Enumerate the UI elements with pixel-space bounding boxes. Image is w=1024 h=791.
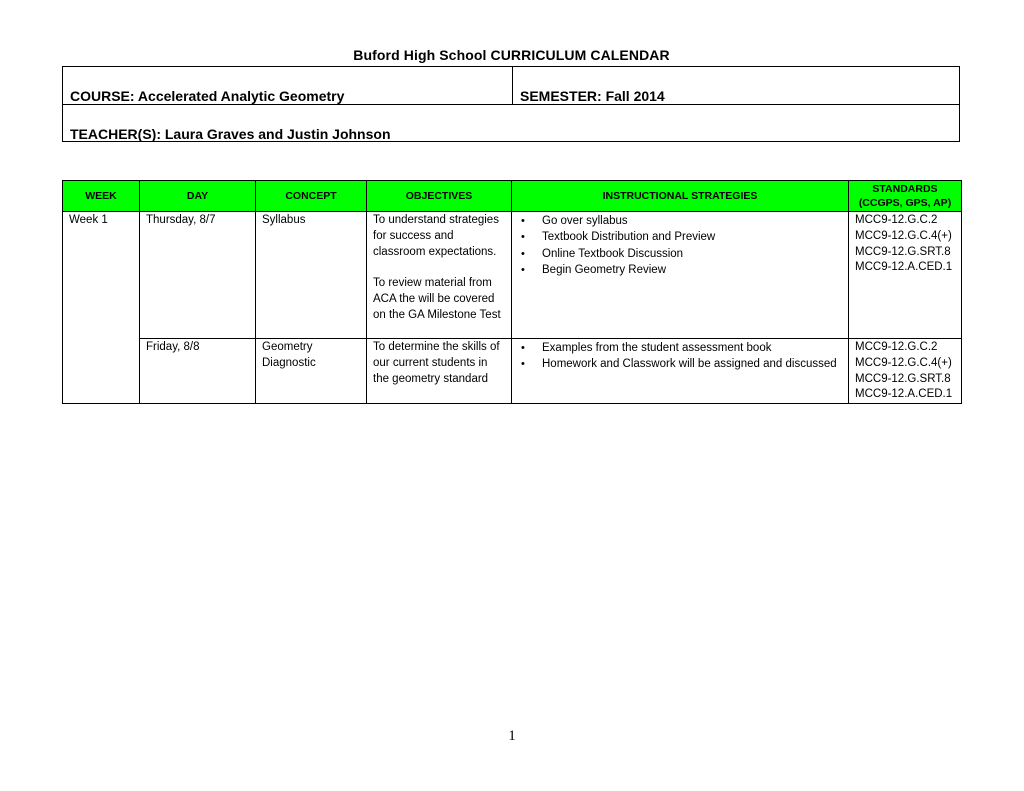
strategies-list [518,340,842,373]
standard-code: MCC9-12.A.CED.1 [855,388,953,401]
header-standards-line1: STANDARDS [872,183,938,195]
standard-code: MCC9-12.A.CED.1 [855,261,953,274]
document-title: Buford High School CURRICULUM CALENDAR [353,47,670,63]
table-row [63,339,962,404]
list-item: • Homework and Classwork will be assigned and discussed [518,356,842,372]
curriculum-table [62,180,962,404]
table-row [63,212,962,339]
standard-code: MCC9-12.G.SRT.8 [855,372,951,385]
header-day: DAY [140,181,256,212]
strategies-list [518,213,842,279]
list-item: • Examples from the student assessment book [518,340,842,356]
page-number: 1 [508,728,516,744]
list-item: • Online Textbook Discussion [518,246,842,262]
standards-cell [849,339,962,404]
list-item: • Go over syllabus [518,213,842,229]
header-concept: CONCEPT [256,181,367,212]
standard-code: MCC9-12.G.C.2 [855,341,938,353]
table-header-row [63,181,962,212]
header-standards-line2: (CCGPS, GPS, AP) [858,197,952,209]
list-item: • Textbook Distribution and Preview [518,229,842,245]
course-info-box [62,66,960,142]
standard-code: MCC9-12.G.C.2 [855,214,938,226]
standards-cell [849,212,962,339]
standard-code: MCC9-12.G.SRT.8 [855,245,951,258]
header-strategies: INSTRUCTIONAL STRATEGIES [512,181,849,212]
objective-text: To review material from ACA the will be covered on the GA Milestone Test [373,277,501,321]
info-divider [512,67,513,105]
standard-code: MCC9-12.G.C.4(+) [855,229,952,242]
objective-text: To determine the skills of our current students in the geometry standard [373,341,500,385]
teacher-label: TEACHER(S): Laura Graves and Justin Johnson [70,126,391,142]
header-objectives: OBJECTIVES [367,181,512,212]
header-standards [849,181,962,212]
objectives-cell [367,339,512,404]
course-label: COURSE: Accelerated Analytic Geometry [70,88,345,104]
list-item: • Begin Geometry Review [518,262,842,278]
day-cell: Thursday, 8/7 [140,212,256,339]
standard-code: MCC9-12.G.C.4(+) [855,356,952,369]
week-cell: Week 1 [63,212,140,404]
concept-cell: Syllabus [256,212,367,339]
concept-cell: Geometry Diagnostic [256,339,367,404]
strategies-cell [512,339,849,404]
strategies-cell [512,212,849,339]
semester-label: SEMESTER: Fall 2014 [520,88,665,104]
objective-text: To understand strategies for success and classroom expectations. [373,214,499,258]
header-week: WEEK [63,181,140,212]
objectives-cell [367,212,512,339]
day-cell: Friday, 8/8 [140,339,256,404]
